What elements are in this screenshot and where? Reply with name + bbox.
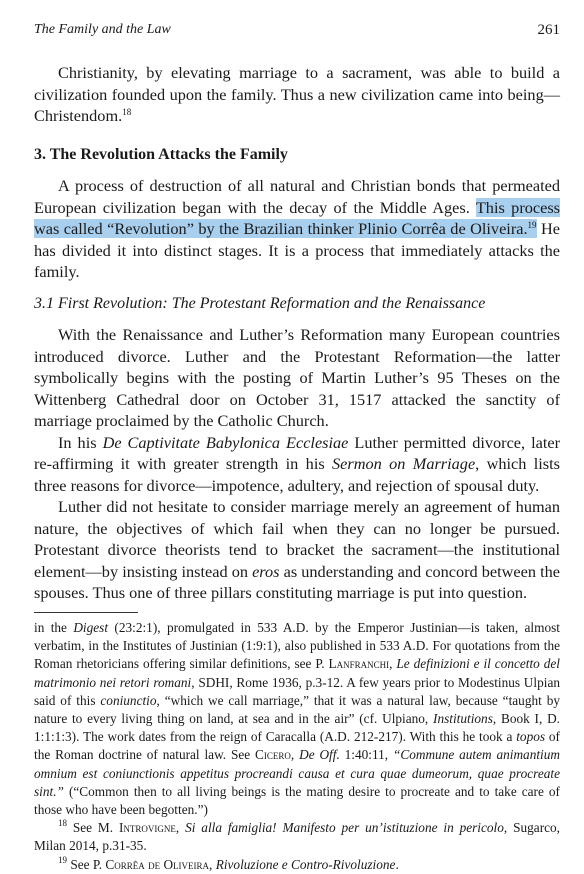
running-head [34,22,560,42]
paragraph-revolution: A process of destruction of all natural and Christian bonds that permeated European civilization began with the decay of the Middle Ages. This process was called “Revolution” by the Brazilian thinker Plinio Corrêa de Oliveira.$^{19}$ He has divided it into distinct stages. It is a process that immediately attacks the family. [34,176,561,281]
paragraph-christendom: Christianity, by elevating marriage to a sacrament, was able to build a civilization founded upon the family. Thus a new civilization came into being—Christendom.$^{18}$ [34,63,560,125]
paragraph-marriage-agreement: Luther did not hesitate to consider marriage merely an agreement of human nature, the objectives of which fail when they can no longer be pursued. Protestant divorce theorists tend to bracket the sacrament—the institutional element—by insisting instead on eros as understanding and concord between the spouses. Thus one of three pillars constituting marriage is put into question. [34,497,560,602]
highlighted-text-selection[interactable]: This process was called “Revolution” by the Brazilian thinker Plinio Corrêa de Oliveira.$^{19}$ [34,197,561,238]
footnote-continuation: in the Digest (23:2:1), promulgated in 533 A.D. by the Emperor Justinian—is taken, almost verbatim, in the Institutes of Justinian (1:9:1), also published in 533 A.D. For quotations from the Roman rhetoricians offering similar definitions, see P. Lanfranchi, Le definizioni e il concetto del matrimonio nei retori romani, SDHI, Rome 1936, p.3-12. A few years prior to Modestinus Ulpian said of this coniunctio, “which we call marriage,” that it was a natural law, because “taught by nature to every living thing on land, at sea and in the air” (cf. Ulpiano, Institutions, Book I, D. 1:1:1:3). The work dates from the reign of Caracalla (A.D. 212-217). With this he took a topos of the Roman doctrine of natural law. See Cicero, De Off. 1:40:11, “Commune autem animantium omnium est coniunctionis appetitus procreandi causa et cura quae dumeorum, quae procreate sint.” (“Common then to all living beings is the mating desire to procreate and to take care of those who have been begotten.”) [34,620,560,818]
footnote-ref-19[interactable]: 19 [527,220,537,230]
footnote-19: $^{19}$ See P. Corrêa de Oliveira, Rivoluzione e Contro-Rivoluzione. [58,854,399,872]
footnote-divider [34,612,138,613]
subsection-heading [34,295,485,313]
footnote-18: $^{18}$ See M. Introvigne, Si alla famiglia! Manifesto per un’istituzione in pericolo, Sugarco, Milan 2014, p.31-35. [34,818,560,854]
paragraph-luther-divorce: With the Renaissance and Luther’s Reformation many European countries introduced divorce. Luther and the Protestant Reformation—the latter symbolically begins with the posting of Martin Luther’s 95 Theses on the Wittenberg Cathedral door on October 31, 1517 attacked the sanctity of marriage proclaimed by the Catholic Church. [34,325,560,430]
subsection-number: 3.1 [34,295,54,312]
footnotes [34,619,560,874]
section-heading: 3. The Revolution Attacks the Family [34,146,288,163]
footnote-ref-18[interactable]: 18 [122,107,132,117]
running-head-title: The Family and the Law [34,22,171,37]
subsection-title: First Revolution: The Protestant Reformation and the Renaissance [58,295,486,312]
page-number: 261 [537,22,560,38]
paragraphs-reformation [34,324,560,604]
paragraph-captivitate: In his De Captivitate Babylonica Ecclesiae Luther permitted divorce, later re-affirming it with greater strength in his Sermon on Marriage, which lists three reasons for divorce—impotence, adultery, and rejection of spousal duty. [34,432,561,495]
